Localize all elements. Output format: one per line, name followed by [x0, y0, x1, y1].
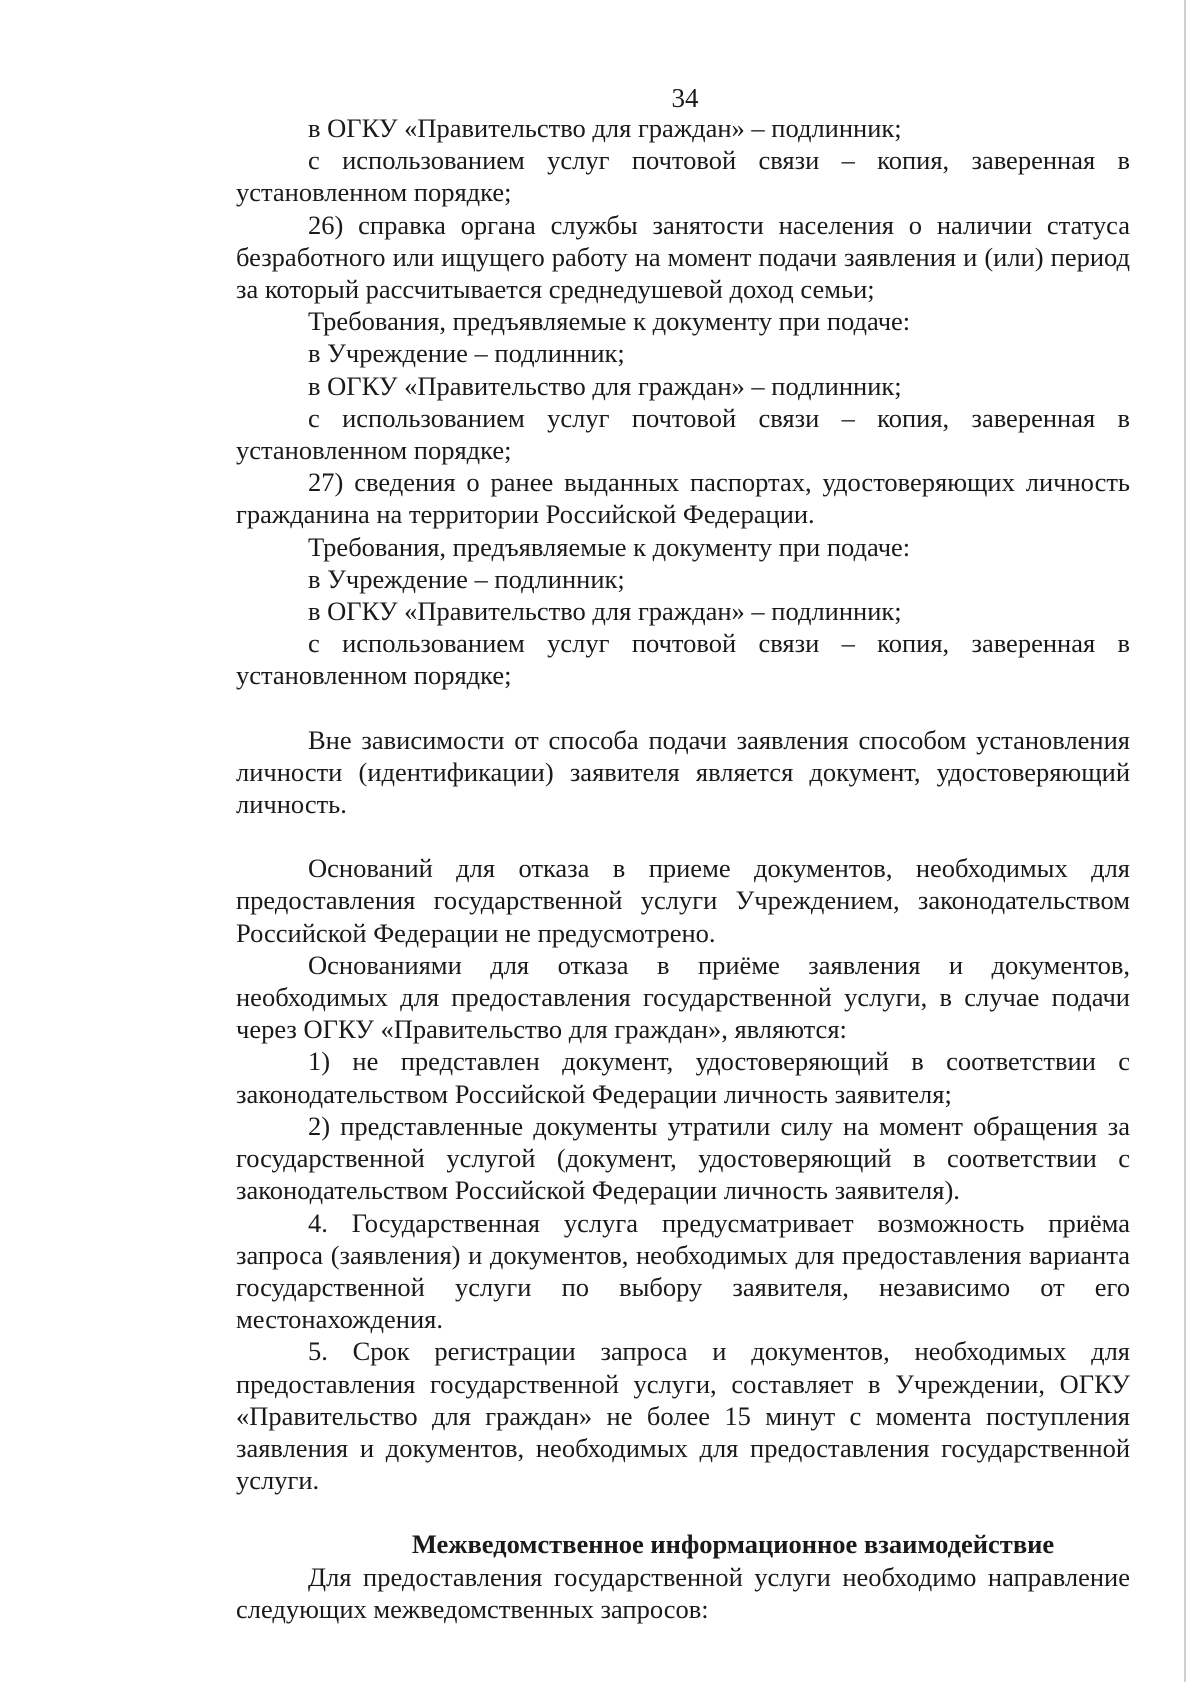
paragraph: в ОГКУ «Правительство для граждан» – подлинник; — [308, 596, 902, 627]
paragraph: Вне зависимости от способа подачи заявления способом установления личности (идентификации) заявителя является документ, удостоверяющий личность. — [236, 724, 1130, 820]
paragraph: в ОГКУ «Правительство для граждан» – подлинник; — [308, 113, 902, 143]
paragraph: с использованием услуг почтовой связи – копия, заверенная в установленном порядке; — [236, 402, 1130, 466]
paragraph: с использованием услуг почтовой связи – копия, заверенная в установленном порядке; — [236, 628, 1130, 691]
paragraph: 27) сведения о ранее выданных паспортах, удостоверяющих личность гражданина на территории Российской Федерации. — [236, 467, 1130, 530]
paragraph: 26) справка органа службы занятости населения о наличии статуса безработного или ищущего работу на момент подачи заявления и (или) период за который рассчитывается среднедушевой доход семьи; — [236, 209, 1130, 305]
spacer — [236, 692, 1130, 724]
paragraph: 5. Срок регистрации запроса и документов, необходимых для предоставления государственной услуги, составляет в Учреждении, ОГКУ «Правительство для граждан» не более 15 минут с момента поступления заявления и документов, необходимых для предоставления государственной услуги. — [236, 1336, 1130, 1496]
paragraph: 2) представленные документы утратили силу на момент обращения за государственной услугой (документ, удостоверяющий в соответствии с законодательством Российской Федерации личность заявителя). — [236, 1110, 1130, 1206]
page-edge-line — [1184, 0, 1186, 1682]
spacer — [236, 1496, 1130, 1528]
spacer — [236, 820, 1130, 852]
section-heading: Межведомственное информационное взаимодействие — [411, 1529, 1055, 1560]
paragraph: Основаниями для отказа в приёме заявления и документов, необходимых для предоставления государственной услуги, в случае подачи через ОГКУ «Правительство для граждан», являются: — [236, 949, 1130, 1045]
paragraph: с использованием услуг почтовой связи – копия, заверенная в установленном порядке; — [236, 145, 1130, 208]
paragraph: 4. Государственная услуга предусматривает возможность приёма запроса (заявления) и документов, необходимых для предоставления варианта государственной услуги по выбору заявителя, независимо от его местонахождения. — [236, 1207, 1130, 1335]
paragraph: Требования, предъявляемые к документу при подаче: — [308, 531, 911, 562]
paragraph: Требования, предъявляемые к документу при подаче: — [308, 306, 911, 337]
document-body — [236, 112, 1130, 1625]
paragraph: Для предоставления государственной услуги необходимо направление следующих межведомственных запросов: — [236, 1561, 1130, 1624]
paragraph: в ОГКУ «Правительство для граждан» – подлинник; — [308, 370, 902, 401]
paragraph: в Учреждение – подлинник; — [308, 563, 625, 594]
page-number: 34 — [671, 83, 699, 113]
paragraph: 1) не представлен документ, удостоверяющий в соответствии с законодательством Российской Федерации личность заявителя; — [236, 1046, 1130, 1109]
paragraph: в Учреждение – подлинник; — [308, 338, 625, 369]
paragraph: Оснований для отказа в приеме документов, необходимых для предоставления государственной услуги Учреждением, законодательством Российской Федерации не предусмотрено. — [236, 853, 1130, 948]
